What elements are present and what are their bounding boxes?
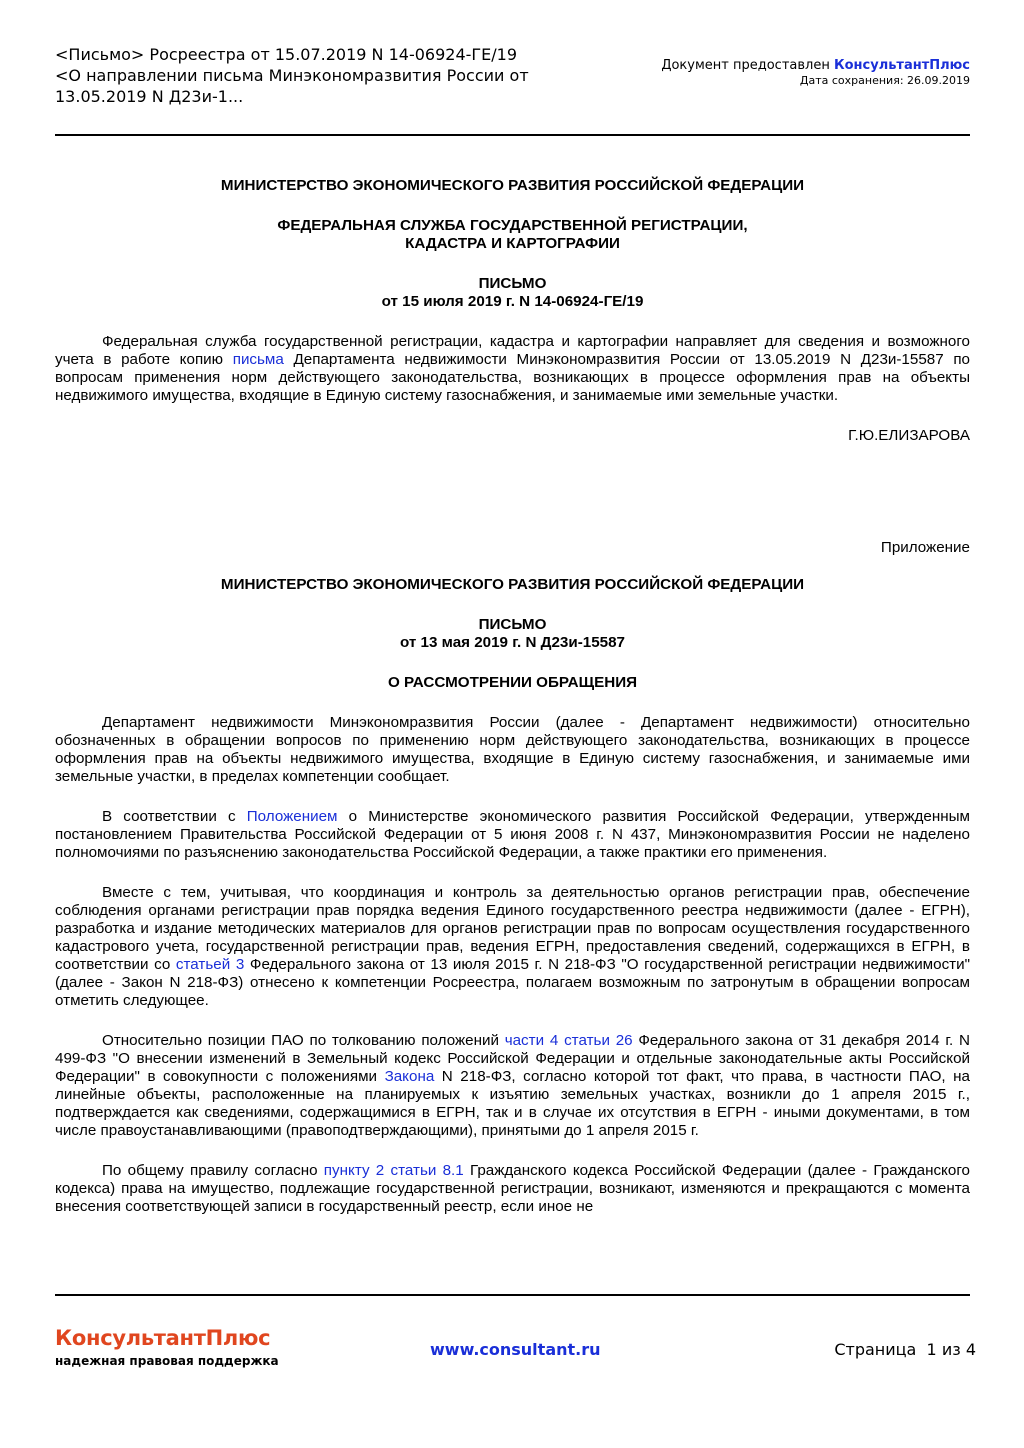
page-current: 1 xyxy=(926,1340,937,1359)
page-total: 4 xyxy=(965,1340,976,1359)
appendix-paragraph-5: По общему правилу согласно пункту 2 статьи 8.1 Гражданского кодекса Российской Федерации (далее - Гражданского кодекса) права на имущество, подлежащие государственной регистрации, возникают, изменяются и прекращаются с момента внесения соответствующей записи в государственный реестр, если иное не xyxy=(55,1162,970,1215)
provided-by-label: Документ предоставлен xyxy=(661,58,830,73)
letter-date-heading: от 15 июля 2019 г. N 14-06924-ГЕ/19 xyxy=(381,293,644,310)
provider-line xyxy=(661,58,970,74)
appendix-ministry-heading: МИНИСТЕРСТВО ЭКОНОМИЧЕСКОГО РАЗВИТИЯ РОССИЙСКОЙ ФЕДЕРАЦИИ xyxy=(220,576,805,593)
appendix-paragraph-4: Относительно позиции ПАО по толкованию положений части 4 статьи 26 Федерального закона от 31 декабря 2014 г. N 499-ФЗ "О внесении изменений в Земельный кодекс Российской Федерации и отдельные законодательные акты Российской Федерации" в совокупности с положениями Закона N 218-ФЗ, согласно которой тот факт, что права, в частности ПАО, на линейные объекты, расположенные на планируемых к изъятию земельных участках, возникли до 1 апреля 2015 г., подтверждается как сведениями, содержащимися в ЕГРН, так и в случае их отсутствия в ЕГРН - иными документами, в том числе правоустанавливающими (правоподтверждающими), принятыми до 1 апреля 2015 г. xyxy=(55,1032,970,1139)
letter-paragraph: Федеральная служба государственной регистрации, кадастра и картографии направляет для сведения и возможного учета в работе копию письма Департамента недвижимости Минэкономразвития России от 13.05.2019 N Д23и-15587 по вопросам применения норм действующего законодательства, возникающих в процессе оформления прав на объекты недвижимого имущества, входящие в Единую систему газоснабжения, и занимаемые ими земельные участки. xyxy=(55,333,970,404)
appendix-paragraph-1: Департамент недвижимости Минэкономразвития России (далее - Департамент недвижимости) относительно обозначенных в обращении вопросов по применению норм действующего законодательства, возникающих в процессе оформления прав на объекты недвижимого имущества, входящие в Единую систему газоснабжения, и занимаемые ими земельные участки, в пределах компетенции сообщает. xyxy=(55,714,970,785)
document-title-line: <О направлении письма Минэкономразвития России от xyxy=(55,66,529,85)
service-heading-line1: ФЕДЕРАЛЬНАЯ СЛУЖБА ГОСУДАРСТВЕННОЙ РЕГИСТРАЦИИ, xyxy=(277,217,748,234)
law-link[interactable]: Закона xyxy=(384,1068,435,1085)
signature: Г.Ю.ЕЛИЗАРОВА xyxy=(848,427,970,444)
ministry-heading: МИНИСТЕРСТВО ЭКОНОМИЧЕСКОГО РАЗВИТИЯ РОССИЙСКОЙ ФЕДЕРАЦИИ xyxy=(220,177,805,194)
appendix-letter-date: от 13 мая 2019 г. N Д23и-15587 xyxy=(399,634,625,651)
logo-tagline: надежная правовая поддержка xyxy=(55,1354,279,1368)
letter-link[interactable]: письма xyxy=(232,351,284,368)
consultant-logo xyxy=(55,1326,279,1369)
appendix-paragraph-3: Вместе с тем, учитывая, что координация и контроль за деятельностью органов регистрации прав, обеспечение соблюдения органами регистрации прав порядка ведения Единого государственного реестра недвижимости (далее - ЕГРН), разработка и издание методических материалов для органов регистрации прав по вопросам осуществления государственного кадастрового учета, государственной регистрации прав, ведения ЕГРН, предоставления сведений, содержащихся в ЕГРН, в соответствии со статьей 3 Федерального закона от 13 июля 2015 г. N 218-ФЗ "О государственной регистрации недвижимости" (далее - Закон N 218-ФЗ) отнесено к компетенции Росреестра, полагаем возможным по затронутым в обращении вопросам отметить следующее. xyxy=(55,884,970,1009)
page-label: Страница xyxy=(834,1340,917,1359)
save-date: Дата сохранения: 26.09.2019 xyxy=(799,74,970,87)
document-title-line: <Письмо> Росреестра от 15.07.2019 N 14-06924-ГЕ/19 xyxy=(55,45,518,64)
header-divider xyxy=(55,134,970,136)
appendix-letter-type: ПИСЬМО xyxy=(478,616,547,633)
document-body xyxy=(55,177,970,1216)
document-title-line: 13.05.2019 N Д23и-1... xyxy=(55,87,244,106)
footer-divider xyxy=(55,1294,970,1296)
website-link[interactable]: www.consultant.ru xyxy=(430,1340,601,1359)
appendix-label: Приложение xyxy=(880,539,970,556)
regulation-link[interactable]: Положением xyxy=(246,808,338,825)
document-title xyxy=(55,44,575,107)
letter-type-heading: ПИСЬМО xyxy=(478,275,547,292)
civil-code-link[interactable]: пункту 2 статьи 8.1 xyxy=(323,1162,464,1179)
consultant-brand-link[interactable]: КонсультантПлюс xyxy=(833,58,970,73)
article-3-link[interactable]: статьей 3 xyxy=(175,956,245,973)
service-heading-line2: КАДАСТРА И КАРТОГРАФИИ xyxy=(405,235,620,252)
appendix-paragraph-2: В соответствии с Положением о Министерстве экономического развития Российской Федерации, утвержденным постановлением Правительства Российской Федерации от 5 июня 2008 г. N 437, Минэкономразвития России не наделено полномочиями по разъяснению законодательства Российской Федерации, а также практики его применения. xyxy=(55,808,970,861)
article-26-link[interactable]: части 4 статьи 26 xyxy=(504,1032,633,1049)
appendix-subject: О РАССМОТРЕНИИ ОБРАЩЕНИЯ xyxy=(387,674,638,691)
page-of: из xyxy=(941,1340,961,1359)
page-indicator xyxy=(834,1340,976,1359)
logo-brand-text: КонсультантПлюс xyxy=(55,1326,271,1350)
provider-info xyxy=(661,58,970,88)
